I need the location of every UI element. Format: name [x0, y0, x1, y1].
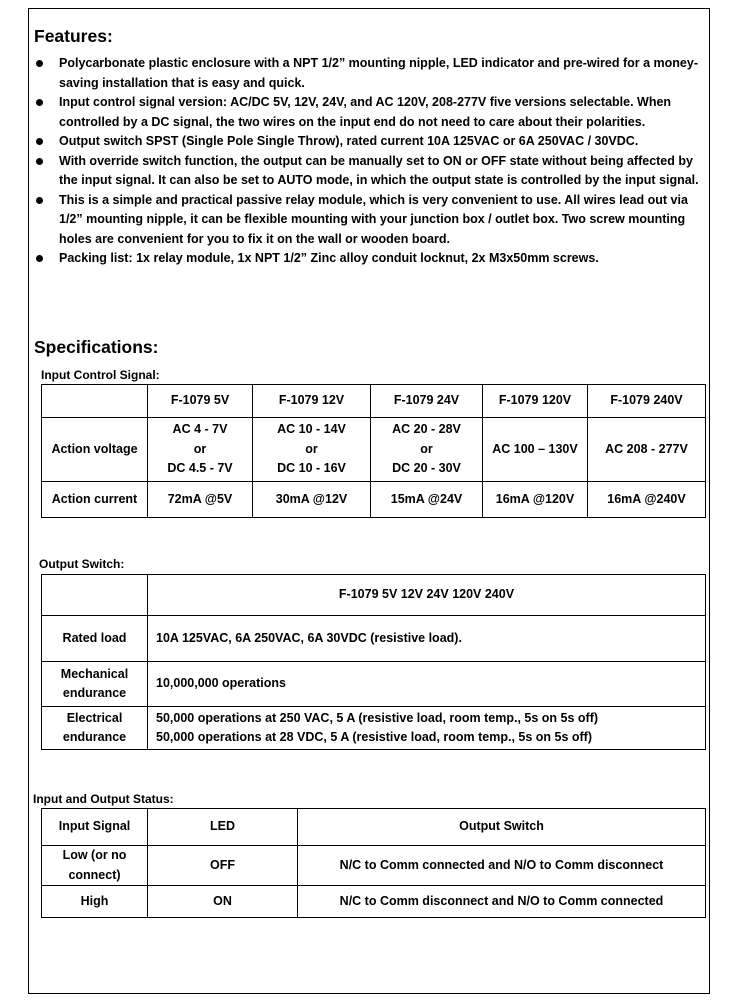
cell-line: Low (or no — [62, 848, 127, 862]
specifications-heading: Specifications: — [34, 337, 159, 357]
bullet-icon — [36, 99, 43, 106]
table-cell: 16mA @120V — [483, 482, 588, 518]
table-cell: N/C to Comm connected and N/O to Comm disconnect — [298, 846, 706, 886]
table-header-cell: F-1079 5V — [148, 385, 253, 418]
row-label — [42, 662, 148, 707]
table-cell: 30mA @12V — [253, 482, 371, 518]
table-header-cell: Input Signal — [42, 809, 148, 846]
table-row — [42, 886, 706, 918]
cell-line: DC 10 - 16V — [277, 461, 346, 476]
features-list — [29, 54, 711, 269]
cell-line: High — [80, 893, 109, 908]
cell-line: 50,000 operations at 250 VAC, 5 A (resistive load, room temp., 5s on 5s off) — [156, 710, 599, 725]
table-cell — [148, 707, 706, 750]
feature-item — [29, 132, 711, 152]
table-cell — [42, 886, 148, 918]
table-row — [42, 616, 706, 662]
feature-text: Packing list: 1x relay module, 1x NPT 1/2” Zinc alloy conduit locknut, 2x M3x50mm screws. — [59, 251, 599, 265]
table-row — [42, 482, 706, 518]
table-header-cell — [42, 575, 148, 616]
table-cell — [148, 418, 253, 482]
output-switch-label: Output Switch: — [39, 557, 125, 571]
row-label: Action current — [42, 482, 148, 518]
features-heading: Features: — [34, 26, 113, 46]
cell-line: AC 10 - 14V — [277, 422, 346, 437]
table-row — [42, 846, 706, 886]
table-header-cell: F-1079 120V — [483, 385, 588, 418]
document-page — [28, 8, 710, 994]
row-label — [42, 616, 148, 662]
cell-line: 10A 125VAC, 6A 250VAC, 6A 30VDC (resistive load). — [156, 630, 462, 645]
table-cell — [42, 846, 148, 886]
table-header-cell: F-1079 240V — [588, 385, 706, 418]
feature-text: Input control signal version: AC/DC 5V, 12V, 24V, and AC 120V, 208-277V five versions selectable. When controlled by a DC signal, the two wires on the input end do not need to care about their polarities. — [59, 95, 672, 129]
table-cell: 16mA @240V — [588, 482, 706, 518]
table-header-cell: F-1079 12V — [253, 385, 371, 418]
table-cell: AC 208 - 277V — [588, 418, 706, 482]
cell-line: or — [193, 441, 207, 456]
table-cell: 15mA @24V — [371, 482, 483, 518]
cell-line: DC 4.5 - 7V — [167, 461, 233, 476]
table-cell: 72mA @5V — [148, 482, 253, 518]
table-cell — [253, 418, 371, 482]
cell-line: connect) — [68, 867, 121, 882]
table-cell: AC 100 – 130V — [483, 418, 588, 482]
cell-line: or — [305, 441, 318, 456]
bullet-icon — [36, 60, 43, 67]
table-header-cell: F-1079 24V — [371, 385, 483, 418]
cell-line: 10,000,000 operations — [156, 676, 286, 691]
table-cell: ON — [148, 886, 298, 918]
table-row — [42, 707, 706, 750]
cell-line: endurance — [62, 686, 127, 700]
feature-text: This is a simple and practical passive relay module, which is very convenient to use. All wires lead out via 1/2” mounting nipple, it can be flexible mounting with your junction box / outlet box. Two screw mounting holes are convenient for you to fix it on the wall or wooden board. — [59, 192, 688, 246]
cell-line: AC 20 - 28V — [392, 422, 461, 437]
bullet-icon — [36, 158, 43, 165]
table-header-cell — [42, 385, 148, 418]
cell-line: DC 20 - 30V — [392, 461, 461, 476]
cell-line: Electrical — [66, 710, 123, 725]
feature-text: Polycarbonate plastic enclosure with a NPT 1/2” mounting nipple, LED indicator and pre-wired for a money-saving installation that is easy and quick. — [59, 56, 698, 90]
table-header-cell: Output Switch — [298, 809, 706, 846]
cell-line: 50,000 operations at 28 VDC, 5 A (resistive load, room temp., 5s on 5s off) — [156, 730, 593, 744]
bullet-icon — [36, 138, 43, 145]
cell-line: or — [420, 441, 433, 456]
table-cell — [371, 418, 483, 482]
feature-text: With override switch function, the output can be manually set to ON or OFF state without being affected by the input signal. It can also be set to AUTO mode, in which the output state is controlled by the input signal. — [59, 153, 699, 187]
row-label: Action voltage — [42, 418, 148, 482]
cell-line: Rated load — [62, 630, 127, 645]
table-header-row — [42, 809, 706, 846]
row-label — [42, 707, 148, 750]
output-switch-table — [41, 574, 706, 750]
table-header-cell: LED — [148, 809, 298, 846]
table-row — [42, 662, 706, 707]
table-header-row — [42, 575, 706, 616]
cell-line: Mechanical — [60, 666, 129, 681]
table-row — [42, 418, 706, 482]
table-cell: N/C to Comm disconnect and N/O to Comm connected — [298, 886, 706, 918]
table-header-row — [42, 385, 706, 418]
table-cell: OFF — [148, 846, 298, 886]
input-control-label: Input Control Signal: — [41, 368, 160, 382]
feature-item — [29, 93, 711, 132]
bullet-icon — [36, 197, 43, 204]
io-status-label: Input and Output Status: — [33, 792, 174, 806]
table-cell — [148, 662, 706, 707]
table-header-cell: F-1079 5V 12V 24V 120V 240V — [148, 575, 706, 616]
input-control-table — [41, 384, 706, 518]
cell-line: AC 4 - 7V — [172, 422, 228, 437]
feature-item — [29, 152, 711, 191]
bullet-icon — [36, 255, 43, 262]
table-cell — [148, 616, 706, 662]
io-status-table — [41, 808, 706, 918]
feature-item — [29, 54, 711, 93]
feature-item — [29, 249, 711, 269]
feature-text: Output switch SPST (Single Pole Single Throw), rated current 10A 125VAC or 6A 250VAC / 30VDC. — [59, 134, 639, 148]
feature-item — [29, 191, 711, 250]
cell-line: endurance — [62, 730, 127, 744]
